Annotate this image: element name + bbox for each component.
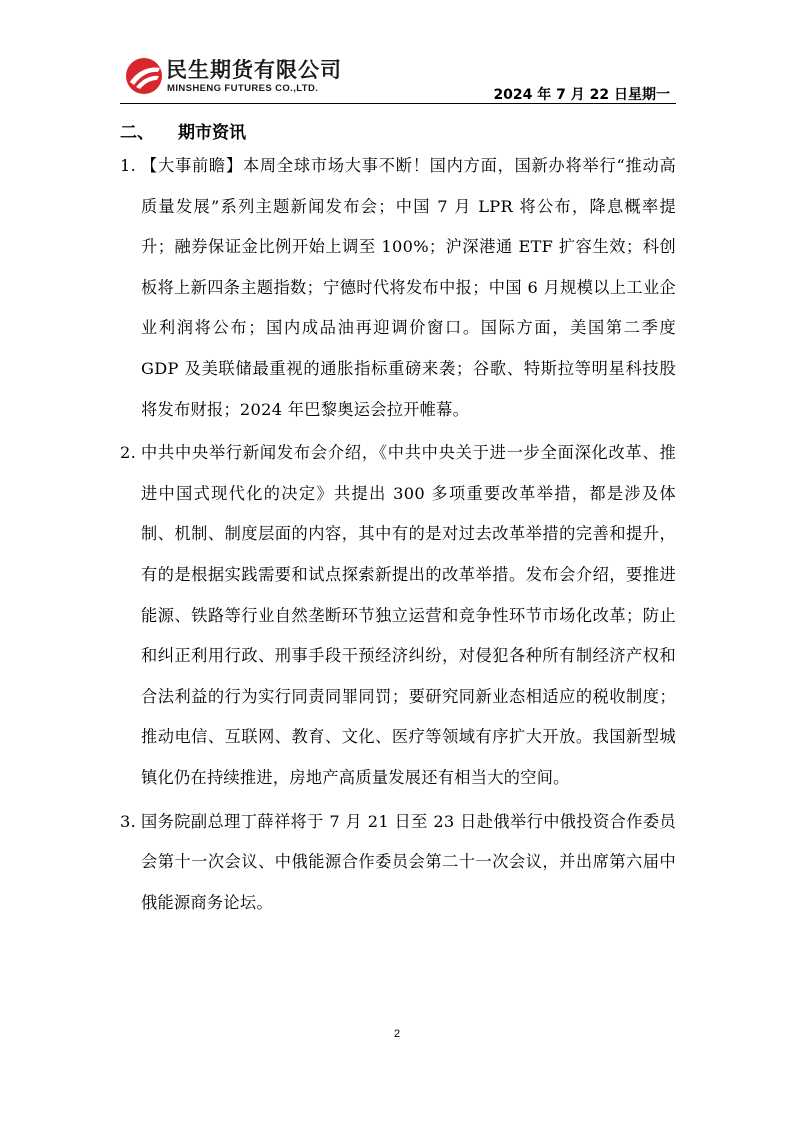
news-item-number: 1. <box>120 156 137 175</box>
news-item <box>120 802 676 924</box>
logo-chinese-name: 民生期货有限公司 <box>166 58 342 82</box>
company-logo <box>120 52 380 100</box>
news-item <box>120 146 676 430</box>
news-item-text: 【大事前瞻】本周全球市场大事不断！国内方面，国新办将举行“推动高质量发展”系列主题新闻发布会；中国 7 月 LPR 将公布，降息概率提升；融券保证金比例开始上调至 100%；沪深港通 ETF 扩容生效；科创板将上新四条主题指数；宁德时代将发布中报；中国 6 月规模以上工业企业利润将公布；国内成品油再迎调价窗口。国际方面，美国第二季度 GDP 及美联储最重视的通胀指标重磅来袭；谷歌、特斯拉等明星科技股将发布财报；2024 年巴黎奥运会拉开帷幕。 <box>141 156 676 419</box>
header-divider <box>120 103 676 104</box>
news-item-number: 2. <box>120 443 137 463</box>
news-item-number: 3. <box>120 811 137 831</box>
report-date: 2024 年 7 月 22 日星期一 <box>493 87 670 103</box>
news-item <box>120 433 676 798</box>
news-list <box>120 146 676 923</box>
page-header <box>120 52 676 104</box>
section-title: 期市资讯 <box>178 123 246 143</box>
section-number: 二、 <box>120 123 154 143</box>
page-number: 2 <box>393 1028 401 1040</box>
news-item-text: 国务院副总理丁薛祥将于 7 月 21 日至 23 日赴俄举行中俄投资合作委员会第十一次会议、中俄能源合作委员会第二十一次会议，并出席第六届中俄能源商务论坛。 <box>141 811 676 912</box>
logo-english-name: MINSHENG FUTURES CO.,LTD. <box>167 83 319 94</box>
section-heading <box>120 118 246 143</box>
news-item-text: 中共中央举行新闻发布会介绍，《中共中央关于进一步全面深化改革、推进中国式现代化的决定》共提出 300 多项重要改革举措，都是涉及体制、机制、制度层面的内容，其中有的是对过去改革举措的完善和提升，有的是根据实践需要和试点探索新提出的改革举措。发布会介绍，要推进能源、铁路等行业自然垄断环节独立运营和竞争性环节市场化改革；防止和纠正利用行政、刑事手段干预经济纠纷，对侵犯各种所有制经济产权和合法利益的行为实行同责同罪同罚；要研究同新业态相适应的税收制度；推动电信、互联网、教育、文化、医疗等领域有序扩大开放。我国新型城镇化仍在持续推进，房地产高质量发展还有相当大的空间。 <box>141 443 676 787</box>
minsheng-logo-icon <box>124 56 164 96</box>
